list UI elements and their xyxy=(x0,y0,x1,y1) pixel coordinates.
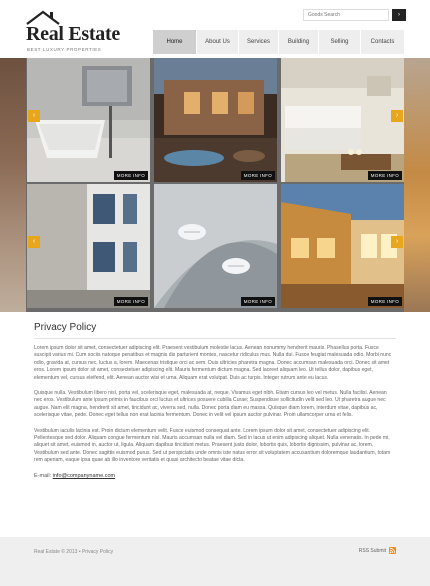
living-room-photo xyxy=(281,58,404,182)
more-info-button[interactable]: MORE INFO xyxy=(241,297,275,306)
gallery-tile-bathroom[interactable] xyxy=(27,58,150,182)
logo-subtitle: BEST LUXURY PROPERTIES xyxy=(27,47,102,52)
prev-arrow-icon[interactable]: ‹ xyxy=(28,110,40,122)
nav-item-home[interactable]: Home xyxy=(153,30,197,54)
property-gallery xyxy=(0,58,430,312)
policy-paragraph: Vestibulum iaculis lacinia est. Proin dictum elementum velit. Fusce euismod consequat ante. Lorem ipsum dolor sit amet, consectetuer adipiscing elit. Pellentesque sed dolor. Aliquam congue fermentum nisl. Mauris accumsan nulla vel diam. Sed in lacus ut enim adipiscing aliquet. Nulla venenatis. In pede mi, aliquet sit amet, euismod in, auctor ut, ligula. Aliquam dapibus tincidunt metus. Praesent justo dolor, lobortis quis, lobortis dignissim, pulvinar ac, lorem. Vestibulum sed ante. Donec sagittis euismod purus. Sed ut perspiciatis unde omnis iste natus error sit voluptatem accusantium doloremque laudantium, totam rem aperiam, eaque ipsa quae ab illo inventore veritatis et quasi architecto beatae vitae dicta. xyxy=(34,427,391,464)
gallery-tile-patio[interactable] xyxy=(154,58,277,182)
main-content xyxy=(34,318,396,479)
staircase-photo xyxy=(154,184,277,308)
facade-photo xyxy=(27,184,150,308)
main-nav xyxy=(153,30,404,54)
rss-link[interactable] xyxy=(359,547,396,554)
next-arrow-icon[interactable]: › xyxy=(391,236,403,248)
more-info-button[interactable]: MORE INFO xyxy=(114,297,148,306)
site-footer xyxy=(0,537,430,586)
policy-paragraph: Lorem ipsum dolor sit amet, consectetuer adipiscing elit. Praesent vestibulum molestie lacus. Aenean nonummy hendrerit mauris. Phasellus porta. Fusce suscipit varius mi. Cum sociis natoque penatibus et magnis dis parturient montes, nascetur ridiculus mus. Nulla dui. Fusce feugiat malesuada odio. Morbi nunc odio, gravida at, cursus nec, luctus a, lorem. Maecenas tristique orci ac sem. Duis ultricies pharetra magna. Donec accumsan malesuada orci. Donec sit amet eros. Lorem ipsum dolor sit amet, consectetuer adipiscing elit. Mauris fermentum dictum magna. Sed laoreet aliquam leo. Ut tellus dolor, dapibus eget, elementum vel, cursus eleifend, elit. Aenean auctor wisi et urna. Aliquam erat volutpat. Duis ac turpis. Integer rutrum ante eu lacus. xyxy=(34,345,392,381)
search-button[interactable]: › xyxy=(392,9,406,21)
more-info-button[interactable]: MORE INFO xyxy=(368,171,402,180)
bathroom-photo xyxy=(27,58,150,182)
site-header xyxy=(0,0,430,58)
next-arrow-icon[interactable]: › xyxy=(391,110,403,122)
rss-icon xyxy=(389,547,396,554)
more-info-button[interactable]: MORE INFO xyxy=(241,171,275,180)
nav-item-contacts[interactable]: Contacts xyxy=(361,30,404,54)
nav-item-about-us[interactable]: About Us xyxy=(197,30,239,54)
nav-item-services[interactable]: Services xyxy=(239,30,279,54)
logo-text: Real Estate xyxy=(26,23,120,45)
email-label: E-mail: xyxy=(34,472,52,479)
gallery-tile-house[interactable] xyxy=(281,184,404,308)
policy-paragraph: Quisque nulla. Vestibulum libero nisl, porta vel, scelerisque eget, malesuada at, neque. Vivamus eget nibh. Etiam cursus leo vel metus. Nulla facilisi. Aenean nec eros. Vestibulum ante ipsum primis in faucibus orci luctus et ultrices posuere cubilia Curae; Suspendisse sollicitudin velit sed leo. Ut pharetra augue nec augue. Nam elit magna, hendrerit sit amet, tincidunt ac, viverra sed, nulla. Donec porta diam eu massa. Quisque diam lorem, interdum vitae, dapibus ac, scelerisque vitae, pede. Donec eget tellus non erat lacinia fermentum. Donec in velit vel ipsum auctor pulvinar. Proin ullamcorper urna et felis. xyxy=(34,390,387,419)
more-info-button[interactable]: MORE INFO xyxy=(368,297,402,306)
prev-arrow-icon[interactable]: ‹ xyxy=(28,236,40,248)
footer-copyright[interactable]: Real Estate © 2013 • Privacy Policy xyxy=(34,549,114,555)
logo[interactable] xyxy=(24,9,136,52)
gallery-tile-staircase[interactable] xyxy=(154,184,277,308)
nav-item-building[interactable]: Building xyxy=(279,30,319,54)
search-form xyxy=(303,9,403,21)
more-info-button[interactable]: MORE INFO xyxy=(114,171,148,180)
divider xyxy=(34,338,396,339)
house-photo xyxy=(281,184,404,308)
email-line xyxy=(34,473,396,479)
nav-item-selling[interactable]: Selling xyxy=(319,30,361,54)
email-link[interactable]: info@companyname.com xyxy=(52,472,116,479)
gallery-edge-right xyxy=(404,58,430,312)
gallery-tile-living-room[interactable] xyxy=(281,58,404,182)
search-input[interactable] xyxy=(303,9,389,21)
page-title: Privacy Policy xyxy=(34,322,97,333)
gallery-tile-facade[interactable] xyxy=(27,184,150,308)
rss-label: RSS Submit xyxy=(358,547,386,554)
gallery-edge-left xyxy=(0,58,26,312)
patio-photo xyxy=(154,58,277,182)
